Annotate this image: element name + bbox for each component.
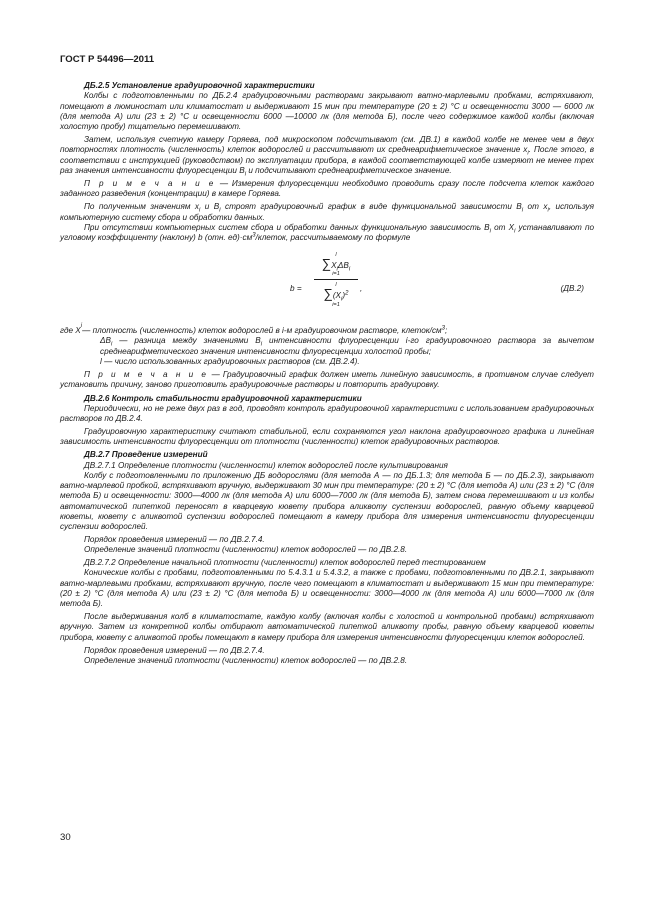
sum-upper-limit: l: [335, 282, 337, 289]
paragraph: Порядок проведения измерений — по ДВ.2.7.4.: [84, 535, 265, 545]
formula-lhs: b =: [290, 283, 302, 293]
text-run: устанавливают по угловому коэффициенту (наклону) b (отн. ед)·см: [60, 222, 595, 243]
paragraph: Конические колбы с пробами, подготовленными по 5.4.3.1 и 5.4.3.2, а также с пробами, подготовленными по ДВ.2.1, закрывают ватно-марлевыми пробками, встряхивают вручную, после чего помещают в климатостат и выдерживают 15 мин при температуре: (20 ± 2) °С (для метода А) или (23 ± 2) °С (для метода Б) и освещенности: 3000—4000 лк (для метода А) или 6000—7000 лк (для метода Б).: [60, 568, 594, 609]
text-run: По полученным значениям x: [84, 202, 199, 212]
note-text: — Градуировочный график должен иметь линейную зависимость, в противном случае следует установить причину, заново приготовить градуировочные растворы и повторить градуировку.: [60, 370, 594, 390]
subscript: i: [521, 207, 524, 214]
formula-denominator: [314, 282, 358, 307]
legend-row: [60, 357, 594, 367]
text-run: интенсивности флуоресценции i-го градуировочного раствора за вычетом среднеарифметического значения интенсивности флуоресценции холостой пробы;: [100, 336, 594, 356]
subscript: i: [110, 341, 113, 348]
text-run: /клеток, рассчитываемому по формуле: [255, 233, 411, 243]
subscript: i: [336, 266, 338, 273]
paragraph: После выдерживания колб в климатостате, каждую колбу (включая колбы с холостой и контрольной пробами) встряхивают вручную. Затем из конкретной колбы отбирают автоматической пипеткой аликвоту пробы, равную объему кварцевой кюветы прибора, кювету с аликвотой пробы помещают в камеру прибора для измерения интенсивности флуоресценции клеток водорослей.: [60, 612, 594, 642]
subscript: i: [547, 207, 549, 214]
text-run: и B: [200, 202, 220, 212]
paragraph: Определение значений плотности (численности) клеток водорослей — по ДВ.2.8.: [84, 655, 408, 665]
section-heading-db26: ДВ.2.6 Контроль стабильности градуировочной характеристики: [84, 393, 362, 403]
text-run: , используя компьютерную систему сбора и обработки данных.: [60, 202, 594, 222]
note-label: П р и м е ч а н и е: [84, 178, 216, 188]
paragraph: Колбы с подготовленными по ДБ.2.4 градуировочными растворами закрывают ватно-марлевыми пробками, встряхивают, помещают в люминостат или климатостат и выдерживают 15 мин при температуре (20 ± 2) °С и освещенности 3000 — 6000 лк (для метода А) или (23 ± 2) °С и освещенности 6000 —10000 лк (для метода Б), после чего содержимое каждой колбы (включая холостую пробу) тщательно перемешивают.: [60, 91, 594, 132]
formula-fraction: [314, 252, 358, 308]
formula-db2: [60, 246, 594, 322]
note: [60, 179, 594, 200]
paragraph: Колбу с подготовленными по приложению ДБ водорослями (для метода А — по ДБ.1.3; для метода Б — по ДБ.2.3), закрывают ватно-марлевой пробкой, встряхивают вручную, выдерживают 30 мин при температуре: (20 ± 2) °С (для метода А) или (23 ± 2) °С (для метода Б) и освещенности: 3000—4000 лк (для метода А) или 6000—7000 лк (для метода Б), затем снова перемешивают и из колбы автоматической пипеткой переносят в кварцевую кювету прибора аликвоту суспензии водорослей, равную объему кварцевой кюветы, кювету с аликвотой суспензии водорослей помещают в камеру прибора для измерения интенсивности флуоресценции суспензии водорослей.: [60, 470, 594, 532]
superscript: 2: [345, 290, 349, 297]
subscript: i: [244, 171, 247, 178]
subscript: i: [198, 207, 201, 214]
sum-lower-limit: i=1: [332, 301, 340, 308]
section-heading-db25: ДБ.2.5 Установление градуировочной характеристики: [84, 81, 315, 90]
subscript: i: [514, 228, 516, 235]
numerator-x: X: [331, 260, 337, 270]
paragraph: Периодически, но не реже двух раз в год, проводят контроль градуировочной характеристики с использованием градуировочных растворов по ДВ.2.4.: [60, 404, 594, 424]
paragraph: Определение значений плотности (численности) клеток водорослей — по ДВ.2.8.: [84, 545, 408, 555]
formula-numerator: [314, 252, 358, 277]
note-label: П р и м е ч а н и е: [84, 370, 209, 380]
legend-text: — плотность (численность) клеток водорослей в i-м градуировочном растворе, клеток/$см^3$;: [82, 325, 448, 335]
legend-term: l: [100, 356, 102, 366]
paragraph: [60, 202, 594, 223]
numerator-db: ΔB: [337, 260, 349, 270]
equation-number: (ДВ.2): [560, 283, 584, 293]
subscript: i: [348, 266, 351, 273]
sum-lower-limit: i=1: [332, 271, 340, 278]
section-heading-db27: ДВ.2.7 Проведение измерений: [84, 450, 208, 460]
denominator-x: (X: [332, 291, 342, 301]
paragraph: [60, 135, 594, 176]
subscript: i: [219, 207, 221, 214]
document-header: ГОСТ Р 54496—2011: [60, 54, 155, 65]
superscript: 3: [441, 325, 446, 332]
legend-row: [60, 322, 594, 336]
subscript: i: [489, 228, 491, 235]
text-run: Затем, используя счетную камеру Горяева, под микроскопом подсчитывают (см. ДВ.1) в каждой колбе не менее чем в двух повторностях плотность (численность) клеток водорослей и рассчитывают их среднеарифметическое значение x: [60, 134, 594, 155]
sum-sign-icon: ∑: [323, 286, 333, 302]
fraction-bar: [314, 279, 358, 280]
legend-term: где X: [60, 325, 81, 335]
paragraph: Градуировочную характеристику считают стабильной, если сохраняются угол наклона градуировочного графика и линейная зависимость интенсивности флуоресценции от плотности (численности) клеток градуировочных растворов.: [60, 427, 594, 447]
text-run: — число использованных градуировочных растворов (см. ДВ.2.4).: [101, 356, 360, 366]
paragraph: ДВ.2.7.2 Определение начальной плотности (численности) клеток водорослей перед тестированием: [84, 558, 486, 568]
legend-row: [60, 336, 594, 357]
variables-legend: [60, 322, 594, 367]
paragraph: ДВ.2.7.1 Определение плотности (численности) клеток водорослей после культивирования: [84, 460, 448, 470]
document-body: [60, 80, 594, 669]
text-run: — разница между значениями B: [112, 336, 261, 346]
text-run: — плотность (численность) клеток водорослей в i-м градуировочном растворе, клеток/см: [82, 325, 442, 335]
note: [60, 370, 594, 391]
formula-comma: ,: [360, 283, 363, 293]
subscript: i: [260, 341, 263, 348]
paragraph: [60, 223, 594, 244]
subscript: i: [341, 296, 343, 303]
text-run: от X: [491, 222, 515, 232]
sum-upper-limit: l: [335, 251, 337, 258]
text-run: . После этого, в соответствии с инструкцией (руководством) по эксплуатации прибора, в каждой соответствующей колбе измеряют не менее трех раз значения интенсивности флуоресценции B: [60, 145, 594, 175]
text-run: и подсчитывают среднеарифметическое значение.: [246, 165, 452, 175]
text-run: от x: [523, 202, 548, 212]
text-run: строят градуировочный график в виде функциональной зависимости B: [220, 202, 522, 212]
subscript: i: [80, 322, 83, 329]
subscript: i: [527, 150, 529, 157]
sum-sign-icon: ∑: [321, 255, 332, 271]
note-text: — Измерения флуоресценции необходимо проводить сразу после подсчета клеток каждого заданного разведения (концентрации) в камере Горяева.: [60, 178, 594, 198]
paragraph: Порядок проведения измерений — по ДВ.2.7.4.: [84, 645, 265, 655]
legend-term: ΔB: [100, 336, 111, 346]
text-run: При отсутствии компьютерных систем сбора и обработки данных функциональную зависимость B: [84, 222, 490, 232]
denominator-paren: ): [342, 291, 346, 301]
page-number: 30: [60, 832, 71, 843]
superscript: 3: [252, 232, 256, 239]
